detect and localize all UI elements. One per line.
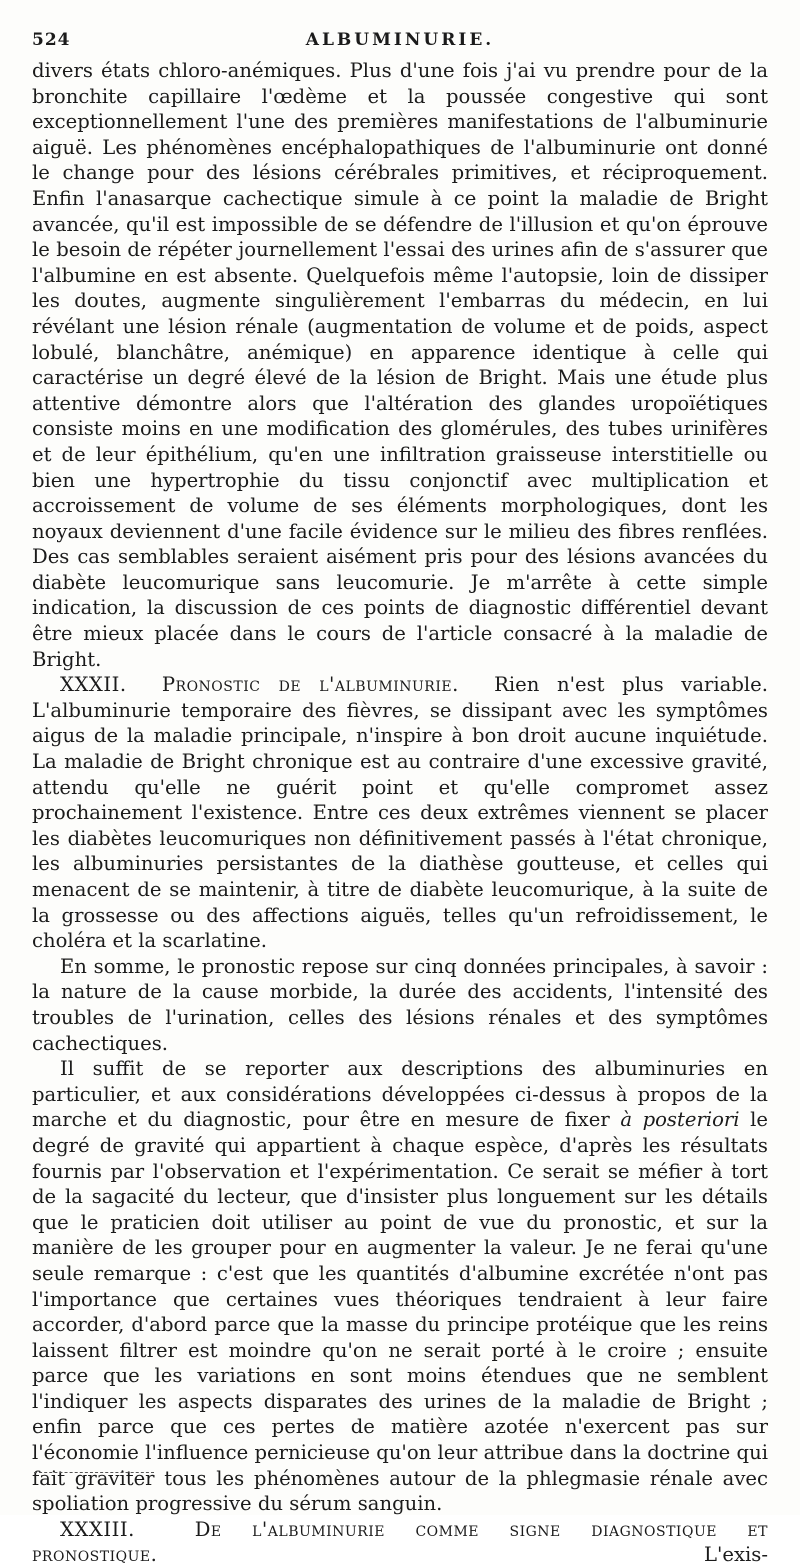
paragraph-continuation bbox=[32, 58, 768, 672]
paragraph-text-start: Il suffit de se reporter aux descriptions des albuminuries en particulier, et aux considérations développées ci-dessus à propos de la marche et du diagnostic, pour être en mesure de fixer bbox=[32, 1057, 768, 1132]
footer-rule bbox=[34, 1472, 154, 1473]
paragraph-text: L'exis- bbox=[704, 1543, 768, 1567]
paragraph-text: Rien n'est plus variable. L'albuminurie temporaire des fièvres, se dissipant avec les symptômes aigus de la maladie principale, n'inspire à bon droit aucune inquiétude. La maladie de Bright chronique est au contraire d'une excessive gravité, attendu qu'elle ne guérit point et qu'elle compromet assez prochainement l'existence. Entre ces deux extrêmes viennent se placer les diabètes leucomuriques non définitivement passés à l'état chronique, les albuminuries persistantes de la diathèse goutteuse, et celles qui menacent de se maintenir, à titre de diabète leucomurique, à la suite de la grossesse ou des affections aiguës, telles qu'un refroidissement, le choléra et la scarlatine. bbox=[32, 673, 768, 953]
running-head bbox=[32, 30, 768, 56]
paragraph-text: En somme, le pronostic repose sur cinq données principales, à savoir : la nature de la cause morbide, la durée des accidents, l'intensité des troubles de l'urination, celles des lésions rénales et des symptômes cachectiques. bbox=[32, 954, 768, 1055]
running-title: ALBUMINURIE. bbox=[305, 30, 495, 50]
section-xxxii-paragraph bbox=[32, 672, 768, 954]
italic-phrase: à posteriori bbox=[620, 1108, 740, 1132]
pronostic-summary-paragraph bbox=[32, 954, 768, 1056]
section-heading: Pronostic de l'albuminurie. bbox=[161, 673, 459, 697]
pronostic-detail-paragraph bbox=[32, 1056, 768, 1517]
section-heading: De l'albuminurie comme signe diagnostique et pronostique. bbox=[32, 1517, 768, 1567]
text-body bbox=[32, 58, 768, 1568]
section-xxxiii-paragraph bbox=[32, 1517, 768, 1568]
page-number: 524 bbox=[32, 30, 71, 50]
paragraph-text: divers états chloro-anémiques. Plus d'une fois j'ai vu prendre pour de la bronchite capillaire l'œdème et la poussée congestive qui sont exceptionnellement l'une des premières manifestations de l'albuminurie aiguë. Les phénomènes encéphalopathiques de l'albuminurie ont donné le change pour des lésions cérébrales primitives, et réciproquement. Enfin l'anasarque cachectique simule à ce point la maladie de Bright avancée, qu'il est impossible de se défendre de l'illusion et qu'on éprouve le besoin de répéter journellement l'essai des urines afin de s'assurer que l'albumine en est absente. Quelquefois même l'autopsie, loin de dissiper les doutes, augmente singulièrement l'embarras du médecin, en lui révélant une lésion rénale (augmentation de volume et de poids, aspect lobulé, blanchâtre, anémique) en apparence identique à celle qui caractérise un degré élevé de la lésion de Bright. Mais une étude plus attentive démontre alors que l'altération des glandes uropoïétiques consiste moins en une modification des glomérules, des tubes urinifères et de leur épithélium, qu'en une infiltration graisseuse interstitielle ou bien une hypertrophie du tissu conjonctif avec multiplication et accroissement de volume de ses éléments morphologiques, dont les noyaux deviennent d'une facile évidence sur le milieu des fibres renflées. Des cas semblables seraient aisément pris pour des lésions avancées du diabète leucomurique sans leucomurie. Je m'arrête à cette simple indication, la discussion de ces points de diagnostic différentiel devant être mieux placée dans le cours de l'article consacré à la maladie de Bright. bbox=[32, 59, 768, 671]
section-number: XXXIII. bbox=[60, 1517, 135, 1541]
paragraph-text-end: le degré de gravité qui appartient à chaque espèce, d'après les résultats fournis par l'observation et l'expérimentation. Ce serait se méfier à tort de la sagacité du lecteur, que d'insister plus longuement sur les détails que le praticien doit utiliser au point de vue du pronostic, et sur la manière de les grouper pour en augmenter la valeur. Je ne ferai qu'une seule remarque : c'est que les quantités d'albumine excrétée n'ont pas l'importance que certaines vues théoriques tendraient à leur faire accorder, d'abord parce que la masse du principe protéique que les reins laissent filtrer est moindre qu'on ne serait porté à le croire ; ensuite parce que les variations en sont moins étendues que ne semblent l'indiquer les aspects disparates des urines de la maladie de Bright ; enfin parce que ces pertes de matière azotée n'exercent pas sur l'économie l'influence pernicieuse qu'on leur attribue dans la doctrine qui fait graviter tous les phénomènes autour de la phlegmasie rénale avec spoliation progressive du sérum sanguin. bbox=[32, 1108, 769, 1516]
section-number: XXXII. bbox=[60, 673, 127, 697]
